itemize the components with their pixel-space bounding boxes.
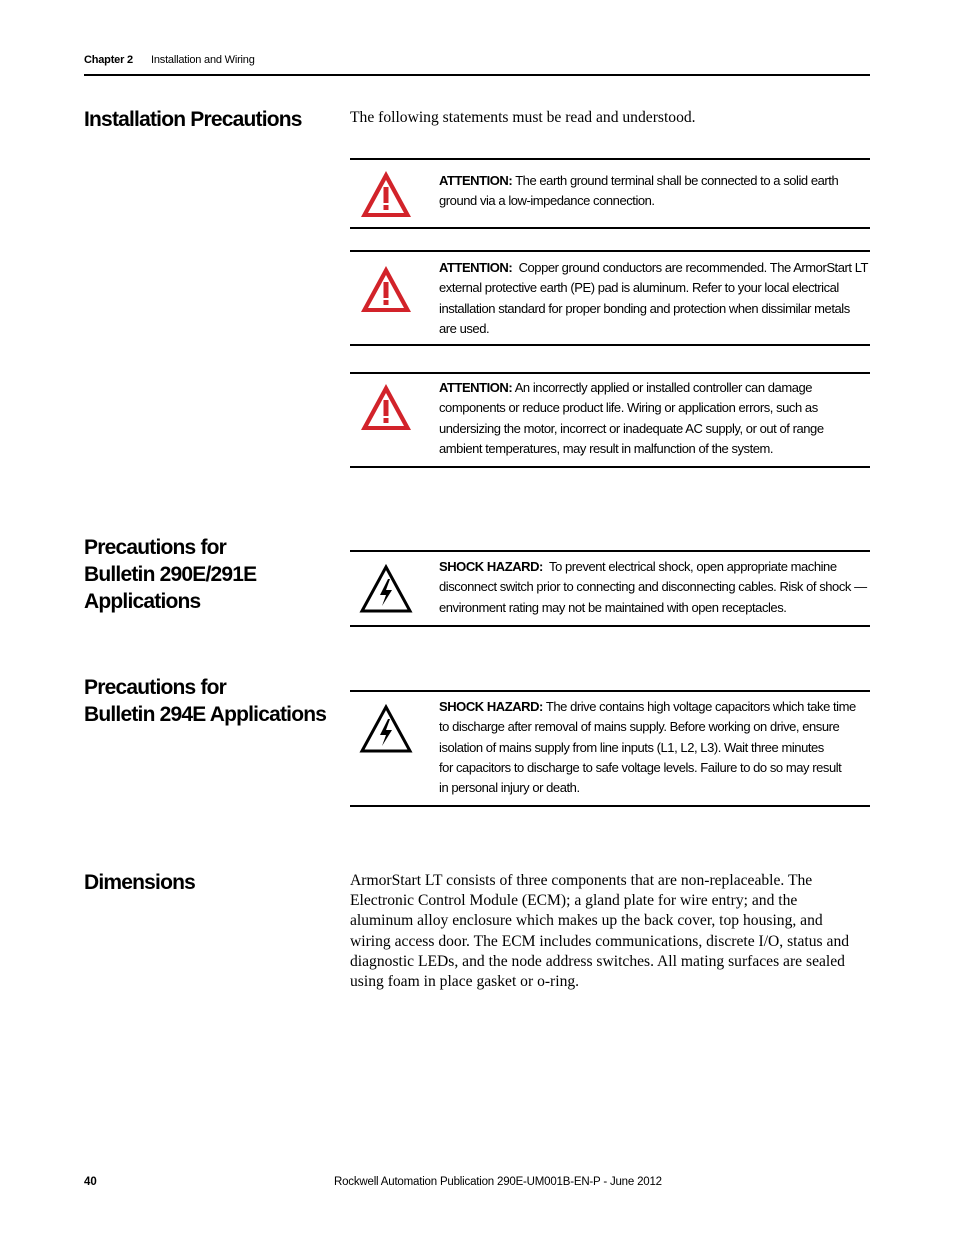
attention-notice-2 [350,250,870,346]
page-number: 40 [84,1176,97,1188]
notice-text: ATTENTION: Copper ground conductors are recommended. The ArmorStart LT external protective earth (PE) pad is aluminum. Refer to your local electrical installation standard for proper bonding and protection when dissimilar metals are used. [439,260,869,336]
shock-hazard-notice-1 [350,550,870,627]
attention-warning-icon [359,264,413,314]
attention-notice-1 [350,158,870,229]
shock-hazard-icon [359,564,413,614]
publication-info: Rockwell Automation Publication 290E-UM001B-EN-P - June 2012 [334,1176,662,1188]
notice-label: ATTENTION: [439,173,513,188]
bulletin-290e-heading: Precautions for Bulletin 290E/291E Applications [84,536,257,613]
chapter-title: Installation and Wiring [151,54,255,66]
notice-text: ATTENTION: An incorrectly applied or installed controller can damage components or reduce product life. Wiring or application errors, such as undersizing the motor, incorrect or inadequate AC supply, or out of range ambient temperatures, may result in malfunction of the system. [439,380,824,456]
notice-label: SHOCK HAZARD: [439,699,543,714]
notice-label: SHOCK HAZARD: [439,559,543,574]
notice-text: SHOCK HAZARD: The drive contains high voltage capacitors which take time to discharge after removal of mains supply. Before working on drive, ensure isolation of mains supply from line inputs (L1, L2, L3). Wait three minutes for capacitors to discharge to safe voltage levels. Failure to do so may result in personal injury or death. [439,699,856,796]
dimensions-paragraph: ArmorStart LT consists of three components that are non-replaceable. The Electronic Control Module (ECM); a gland plate for wire entry; and the aluminum alloy enclosure which makes up the back cover, top housing, and wiring access door. The ECM includes communications, discrete I/O, status and diagnostic LEDs, and the node address switches. All mating surfaces are sealed using foam in place gasket or o-ring. [350,872,850,991]
notice-text: SHOCK HAZARD: To prevent electrical shock, open appropriate machine disconnect switch prior to connecting and disconnecting cables. Risk of shock — environment rating may not be maintained with open receptacles. [439,559,867,615]
notice-label: ATTENTION: [439,380,513,395]
dimensions-heading: Dimensions [84,871,196,894]
attention-notice-3 [350,372,870,468]
installation-precautions-heading: Installation Precautions [84,108,302,131]
attention-warning-icon [359,169,413,219]
header-rule [84,74,870,76]
bulletin-294e-heading: Precautions for Bulletin 294E Applications [84,676,327,726]
chapter-label: Chapter 2 [84,54,133,66]
notice-text: ATTENTION: The earth ground terminal shall be connected to a solid earth ground via a low-impedance connection. [439,173,839,209]
installation-intro: The following statements must be read and understood. [350,109,696,126]
shock-hazard-icon [359,704,413,754]
shock-hazard-notice-2 [350,690,870,807]
attention-warning-icon [359,382,413,432]
notice-label: ATTENTION: [439,260,513,275]
